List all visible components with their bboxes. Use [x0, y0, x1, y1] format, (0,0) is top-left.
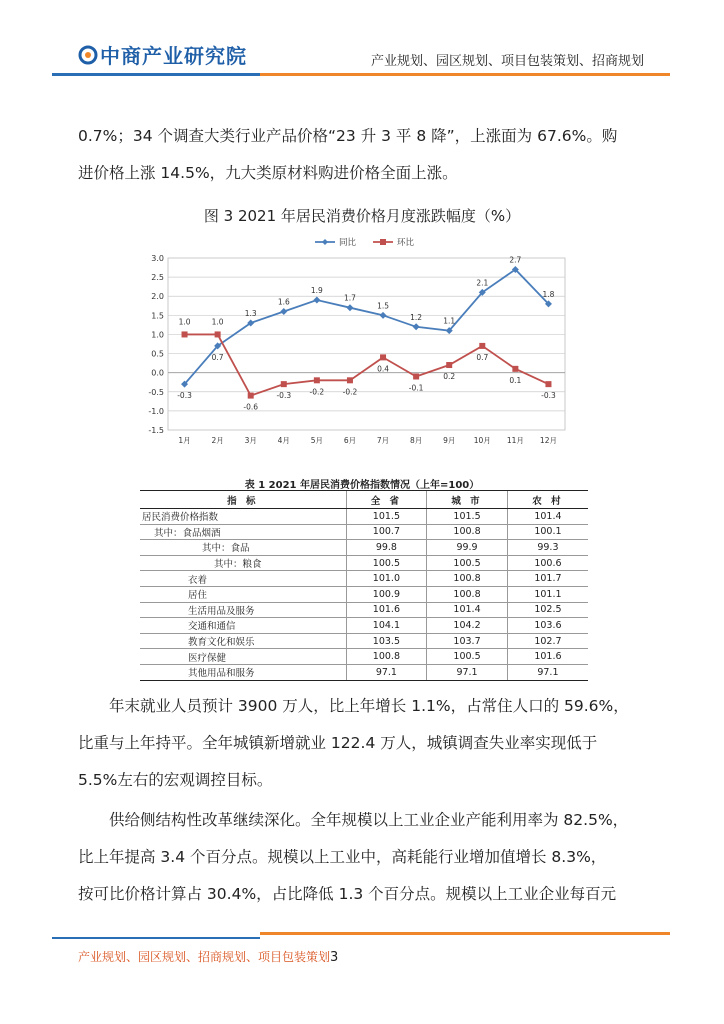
paragraph-employment: [78, 688, 648, 799]
cpi-table: [140, 490, 588, 681]
paragraph-line: 供给侧结构性改革继续深化。全年规模以上工业企业产能利用率为 82.5%，: [109, 811, 629, 829]
data-label: 0.1: [509, 375, 522, 385]
table-cell-value: 101.6: [507, 649, 588, 665]
data-point: [215, 331, 221, 337]
table-cell-value: 100.8: [427, 586, 508, 602]
company-logo: [78, 40, 247, 69]
table-cell-indicator: 交通和通信: [140, 618, 346, 634]
x-tick-label: 2月: [211, 436, 224, 445]
x-tick-label: 9月: [443, 436, 456, 445]
table-cell-value: 104.1: [346, 618, 427, 634]
data-label: 1.5: [377, 301, 390, 311]
data-point: [380, 354, 386, 360]
legend-label: 同比: [339, 238, 357, 248]
footer-divider-blue: [52, 937, 260, 939]
y-tick-label: 1.0: [151, 330, 164, 340]
data-point: [545, 381, 551, 387]
data-label: 1.6: [277, 297, 290, 307]
data-label: 2.7: [509, 255, 522, 265]
table-cell-value: 97.1: [346, 664, 427, 680]
figure-title: 图 3 2021 年居民消费价格月度涨跌幅度（%）: [203, 207, 521, 225]
series-line: [185, 334, 549, 395]
cpi-line-chart: [140, 232, 580, 450]
table-cell-value: 97.1: [427, 664, 508, 680]
table-cell-value: 100.1: [507, 524, 588, 540]
header-divider-blue: [52, 73, 260, 76]
table-cell-value: 101.4: [427, 602, 508, 618]
table-title: 表 1 2021 年居民消费价格指数情况（上年=100）: [244, 480, 480, 491]
table-cell-value: 101.5: [346, 509, 427, 525]
paragraph-line: 年末就业人员预计 3900 万人，比上年增长 1.1%，占常住人口的 59.6%，: [109, 697, 629, 715]
table-cell-value: 100.5: [346, 555, 427, 571]
data-point: [280, 308, 287, 315]
chart-grid: [168, 258, 565, 430]
data-label: 1.1: [443, 316, 456, 326]
table-cell-value: 100.6: [507, 555, 588, 571]
x-tick-label: 7月: [376, 436, 390, 445]
header-divider-orange: [260, 73, 670, 76]
chart-legend: [315, 237, 415, 248]
table-cell-indicator: 教育文化和娱乐: [140, 633, 346, 649]
table-cell-indicator: 生活用品及服务: [140, 602, 346, 618]
data-point: [248, 393, 254, 399]
data-point: [413, 323, 420, 330]
data-point: [313, 297, 320, 304]
paragraph-price: [78, 118, 648, 192]
table-row: [140, 602, 588, 618]
paragraph-line: 进价格上涨 14.5%，九大类原材料购进价格全面上涨。: [78, 164, 458, 182]
logo-icon: [78, 45, 98, 65]
table-header-cell: 全 省: [346, 491, 427, 509]
data-label: 1.7: [343, 293, 356, 303]
table-cell-value: 104.2: [427, 618, 508, 634]
table-cell-value: 100.8: [346, 649, 427, 665]
table-row: [140, 509, 588, 525]
table-cell-value: 101.5: [427, 509, 508, 525]
data-label: 1.9: [310, 286, 323, 296]
paragraph-line: 比重与上年持平。全年城镇新增就业 122.4 万人，城镇调查失业率实现低于: [78, 734, 598, 752]
series-mom: [179, 317, 556, 411]
series-line: [185, 269, 549, 384]
table-cell-value: 101.7: [507, 571, 588, 587]
page-number: 3: [330, 950, 339, 965]
paragraph-line: 5.5%左右的宏观调控目标。: [78, 771, 273, 789]
table-cell-indicator: 衣着: [140, 571, 346, 587]
table-cell-indicator: 居住: [140, 586, 346, 602]
footer-divider-orange: [260, 932, 670, 935]
data-label: -0.2: [342, 387, 358, 397]
x-tick-label: 5月: [310, 436, 324, 445]
data-label: -0.3: [276, 391, 292, 401]
legend-label: 环比: [397, 238, 415, 248]
table-cell-value: 102.7: [507, 633, 588, 649]
legend-marker: [322, 239, 328, 245]
y-tick-label: -0.5: [148, 387, 164, 397]
table-cell-indicator: 其中：食品: [140, 540, 346, 556]
table-cell-value: 99.3: [507, 540, 588, 556]
table-cell-indicator: 居民消费价格指数: [140, 509, 346, 525]
data-label: -0.3: [541, 391, 556, 401]
table-row: [140, 586, 588, 602]
table-cell-value: 100.5: [427, 555, 508, 571]
table-row: [140, 555, 588, 571]
x-tick-label: 4月: [277, 436, 290, 445]
data-label: 2.1: [476, 278, 489, 288]
data-label: -0.2: [309, 387, 325, 397]
y-tick-label: 2.0: [151, 292, 164, 302]
paragraph-line: 按可比价格计算占 30.4%，占比降低 1.3 个百分点。规模以上工业企业每百元: [78, 885, 617, 903]
data-point: [380, 312, 387, 319]
table-cell-value: 100.8: [427, 524, 508, 540]
table-cell-value: 101.4: [507, 509, 588, 525]
y-tick-label: 0.5: [151, 349, 164, 359]
data-label: 1.2: [410, 312, 423, 322]
data-label: -0.1: [408, 383, 424, 393]
data-label: 0.7: [211, 352, 224, 362]
table-cell-indicator: 其他用品和服务: [140, 664, 346, 680]
table-cell-indicator: 医疗保健: [140, 649, 346, 665]
data-point: [413, 373, 419, 379]
table-cell-value: 100.9: [346, 586, 427, 602]
table-row: [140, 540, 588, 556]
y-tick-label: 3.0: [151, 254, 164, 263]
table-header-cell: 城 市: [427, 491, 508, 509]
data-point: [314, 377, 320, 383]
table-row: [140, 571, 588, 587]
legend-entry: [315, 237, 357, 248]
table-cell-value: 97.1: [507, 664, 588, 680]
y-tick-label: -1.0: [148, 406, 164, 416]
header-tagline: 产业规划、园区规划、项目包装策划、招商规划: [370, 54, 644, 69]
table-cell-indicator: 其中：食品烟酒: [140, 524, 346, 540]
paragraph-line: 比上年提高 3.4 个百分点。规模以上工业中，高耗能行业增加值增长 8.3%，: [78, 848, 607, 866]
y-tick-label: 2.5: [151, 273, 164, 283]
data-label: 1.8: [542, 289, 555, 299]
x-tick-label: 6月: [343, 436, 357, 445]
paragraph-line: 0.7%；34 个调查大类行业产品价格“23 升 3 平 8 降”，上涨面为 67.6%。购: [78, 127, 618, 145]
table-cell-value: 103.5: [346, 633, 427, 649]
table-row: [140, 618, 588, 634]
chart-y-axis: [148, 254, 164, 435]
x-tick-label: 12月: [539, 436, 557, 445]
data-label: 0.2: [443, 372, 456, 382]
table-cell-value: 101.0: [346, 571, 427, 587]
y-tick-label: 0.0: [151, 368, 164, 378]
y-tick-label: -1.5: [148, 426, 164, 435]
data-point: [347, 377, 353, 383]
data-point: [346, 304, 353, 311]
table-cell-value: 100.8: [427, 571, 508, 587]
table-cell-value: 99.8: [346, 540, 427, 556]
table-cell-value: 100.5: [427, 649, 508, 665]
legend-entry: [373, 237, 415, 248]
chart-x-axis: [178, 436, 557, 445]
data-label: 1.0: [178, 317, 191, 327]
table-cell-value: 103.7: [427, 633, 508, 649]
chart-series: [177, 255, 556, 411]
table-row: [140, 524, 588, 540]
logo-text: 中商产业研究院: [100, 44, 247, 68]
page-footer: [78, 948, 338, 965]
x-tick-label: 3月: [244, 436, 257, 445]
x-tick-label: 11月: [506, 436, 524, 445]
footer-tagline: 产业规划、园区规划、招商规划、项目包装策划: [78, 950, 331, 964]
table-cell-value: 101.6: [346, 602, 427, 618]
data-label: -0.6: [243, 402, 259, 412]
data-point: [281, 381, 287, 387]
data-label: 1.0: [211, 317, 224, 327]
table-cell-value: 100.7: [346, 524, 427, 540]
legend-marker: [380, 239, 386, 245]
table-cell-value: 102.5: [507, 602, 588, 618]
table-row: [140, 649, 588, 665]
y-tick-label: 1.5: [151, 311, 164, 321]
table-cell-value: 103.6: [507, 618, 588, 634]
data-label: 1.3: [244, 308, 257, 318]
x-tick-label: 1月: [178, 436, 191, 445]
table-row: [140, 664, 588, 680]
data-label: 0.4: [377, 364, 390, 374]
plot-area: [168, 258, 565, 430]
table-cell-value: 101.1: [507, 586, 588, 602]
x-tick-label: 10月: [473, 436, 491, 445]
data-label: 0.7: [476, 352, 489, 362]
page-header: [0, 0, 724, 80]
table-cell-value: 99.9: [427, 540, 508, 556]
x-tick-label: 8月: [409, 436, 423, 445]
data-label: -0.3: [177, 391, 192, 401]
table-row: [140, 633, 588, 649]
data-point: [512, 366, 518, 372]
table-header-row: [140, 491, 588, 509]
table-cell-indicator: 其中：粮食: [140, 555, 346, 571]
table-header-cell: 农 村: [507, 491, 588, 509]
data-point: [446, 362, 452, 368]
paragraph-supply-side: [78, 802, 648, 913]
table-header-cell: 指 标: [140, 491, 346, 509]
data-point: [182, 331, 188, 337]
data-point: [479, 343, 485, 349]
